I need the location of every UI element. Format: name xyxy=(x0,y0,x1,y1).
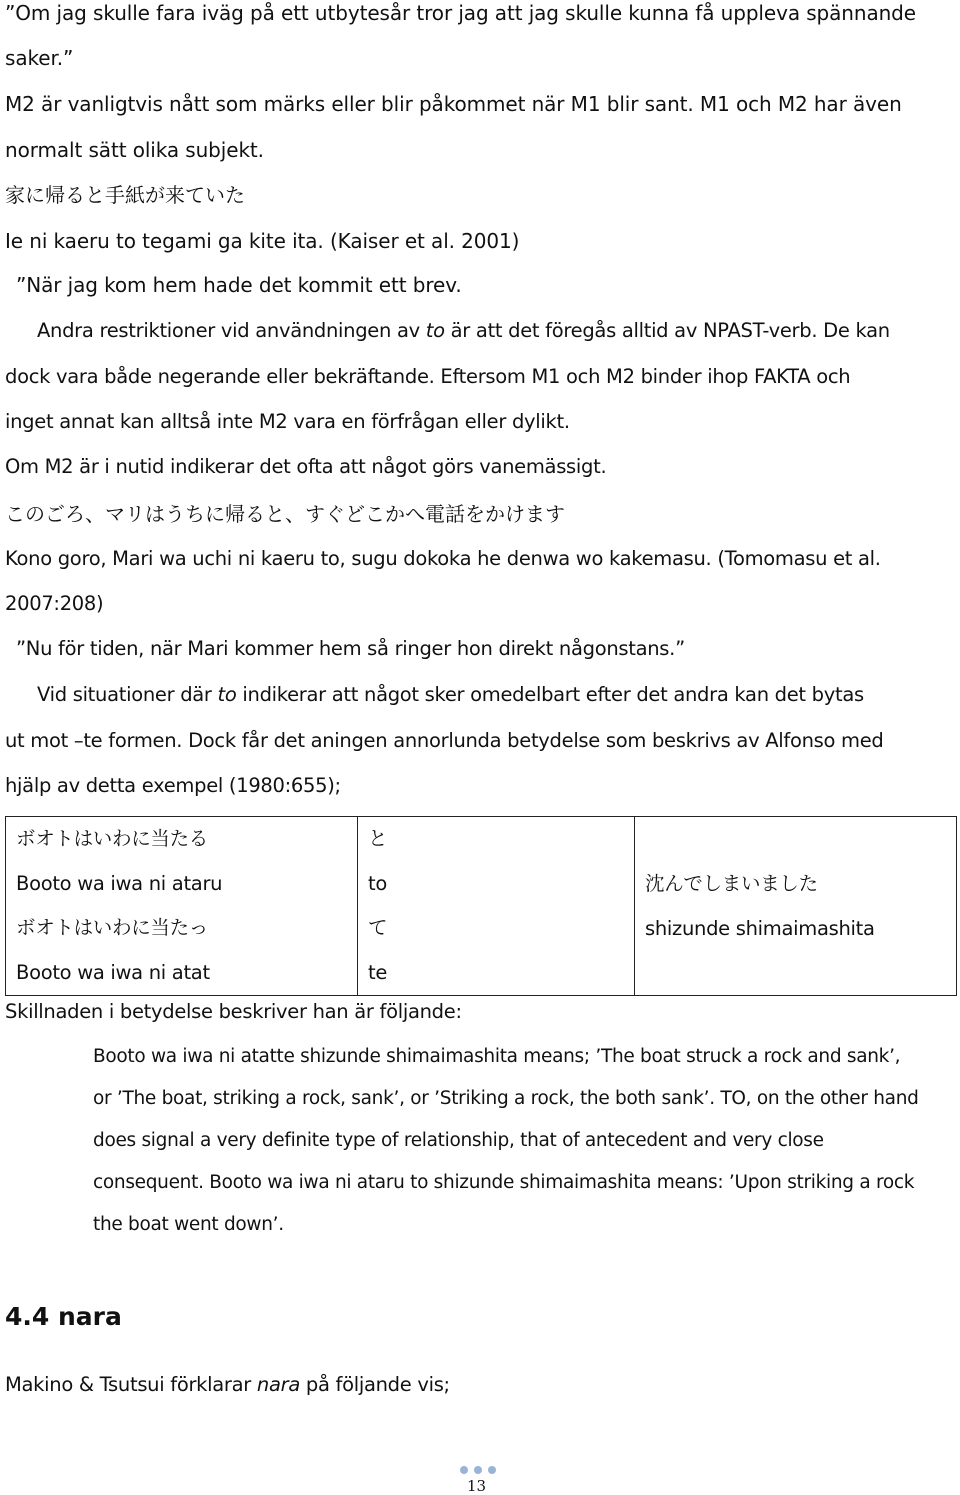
text-span: Makino & Tsutsui förklarar xyxy=(5,1373,257,1396)
dot-icon xyxy=(460,1466,468,1474)
page-number: 13 xyxy=(467,1477,487,1495)
italic-term: to xyxy=(425,319,445,342)
block-quote-line: the boat went down’. xyxy=(93,1214,284,1235)
table-cell-result xyxy=(635,817,957,996)
paragraph-line: 2007:208) xyxy=(5,592,104,615)
paragraph-line: M2 är vanligtvis nått som märks eller blir påkommet när M1 blir sant. M1 och M2 har även xyxy=(5,92,902,116)
table-cell-line: to xyxy=(368,871,387,895)
table-cell-line: Booto wa iwa ni ataru xyxy=(16,871,223,895)
block-quote-line: consequent. Booto wa iwa ni ataru to shizunde shimaimashita means: ’Upon striking a rock xyxy=(93,1172,915,1193)
romanized-example: Ie ni kaeru to tegami ga kite ita. (Kaiser et al. 2001) xyxy=(5,229,520,253)
dot-icon xyxy=(488,1466,496,1474)
translation-line: ”Nu för tiden, när Mari kommer hem så ringer hon direkt någonstans.” xyxy=(16,637,685,660)
text-span: på följande vis; xyxy=(300,1373,450,1396)
example-table xyxy=(5,816,957,996)
paragraph-line xyxy=(5,1372,450,1398)
paragraph-line: ”Om jag skulle fara iväg på ett utbytesår tror jag att jag skulle kunna få uppleva spännande xyxy=(5,1,916,25)
japanese-example: 家に帰ると手紙が来ていた xyxy=(5,183,245,207)
table-cell-line: ボオトはいわに当たっ xyxy=(16,916,209,939)
romanized-example: Kono goro, Mari wa uchi ni kaeru to, sugu dokoka he denwa wo kakemasu. (Tomomasu et al. xyxy=(5,547,881,570)
paragraph-line: dock vara både negerande eller bekräftande. Eftersom M1 och M2 binder ihop FAKTA och xyxy=(5,365,851,388)
paragraph-line: inget annat kan alltså inte M2 vara en förfrågan eller dylikt. xyxy=(5,410,570,433)
table-cell-line: shizunde shimaimashita xyxy=(645,917,875,940)
block-quote-line: Booto wa iwa ni atatte shizunde shimaimashita means; ’The boat struck a rock and sank’, xyxy=(93,1046,901,1067)
paragraph-line: Skillnaden i betydelse beskriver han är följande: xyxy=(5,1000,462,1023)
block-quote-line: or ’The boat, striking a rock, sank’, or ’Striking a rock, the both sank’. TO, on the other hand xyxy=(93,1088,919,1109)
dot-icon xyxy=(474,1466,482,1474)
page-ornament-icon xyxy=(460,1466,500,1476)
text-span: är att det föregås alltid av NPAST-verb. De kan xyxy=(444,319,890,342)
table-cell-line: Booto wa iwa ni atat xyxy=(16,960,210,984)
section-heading: 4.4 nara xyxy=(5,1302,122,1331)
paragraph-line xyxy=(37,318,890,344)
paragraph-line: Om M2 är i nutid indikerar det ofta att något görs vanemässigt. xyxy=(5,455,607,478)
paragraph-line: normalt sätt olika subjekt. xyxy=(5,138,264,162)
translation-line: ”När jag kom hem hade det kommit ett brev. xyxy=(16,273,462,297)
table-cell-line: ボオトはいわに当たる xyxy=(16,827,209,850)
table-cell-line: 沈んでしまいました xyxy=(645,872,818,895)
text-span: Andra restriktioner vid användningen av xyxy=(37,319,426,342)
paragraph-line: hjälp av detta exempel (1980:655); xyxy=(5,774,341,797)
italic-term: nara xyxy=(256,1373,300,1396)
table-cell-particles xyxy=(358,817,635,996)
table-cell-line: te xyxy=(368,960,388,984)
table-cell-clauses xyxy=(6,817,358,996)
paragraph-line: saker.” xyxy=(5,46,74,70)
text-span: indikerar att något sker omedelbart efter det andra kan det bytas xyxy=(236,683,864,706)
table-cell-line: と xyxy=(368,827,388,850)
japanese-example: このごろ、マリはうちに帰ると、すぐどこかへ電話をかけます xyxy=(5,502,565,526)
paragraph-line xyxy=(37,682,864,708)
paragraph-line: ut mot –te formen. Dock får det aningen annorlunda betydelse som beskrivs av Alfonso med xyxy=(5,729,884,752)
italic-term: to xyxy=(217,683,237,706)
table-cell-line: て xyxy=(368,916,388,939)
block-quote-line: does signal a very definite type of relationship, that of antecedent and very close xyxy=(93,1130,824,1151)
text-span: Vid situationer där xyxy=(37,683,218,706)
